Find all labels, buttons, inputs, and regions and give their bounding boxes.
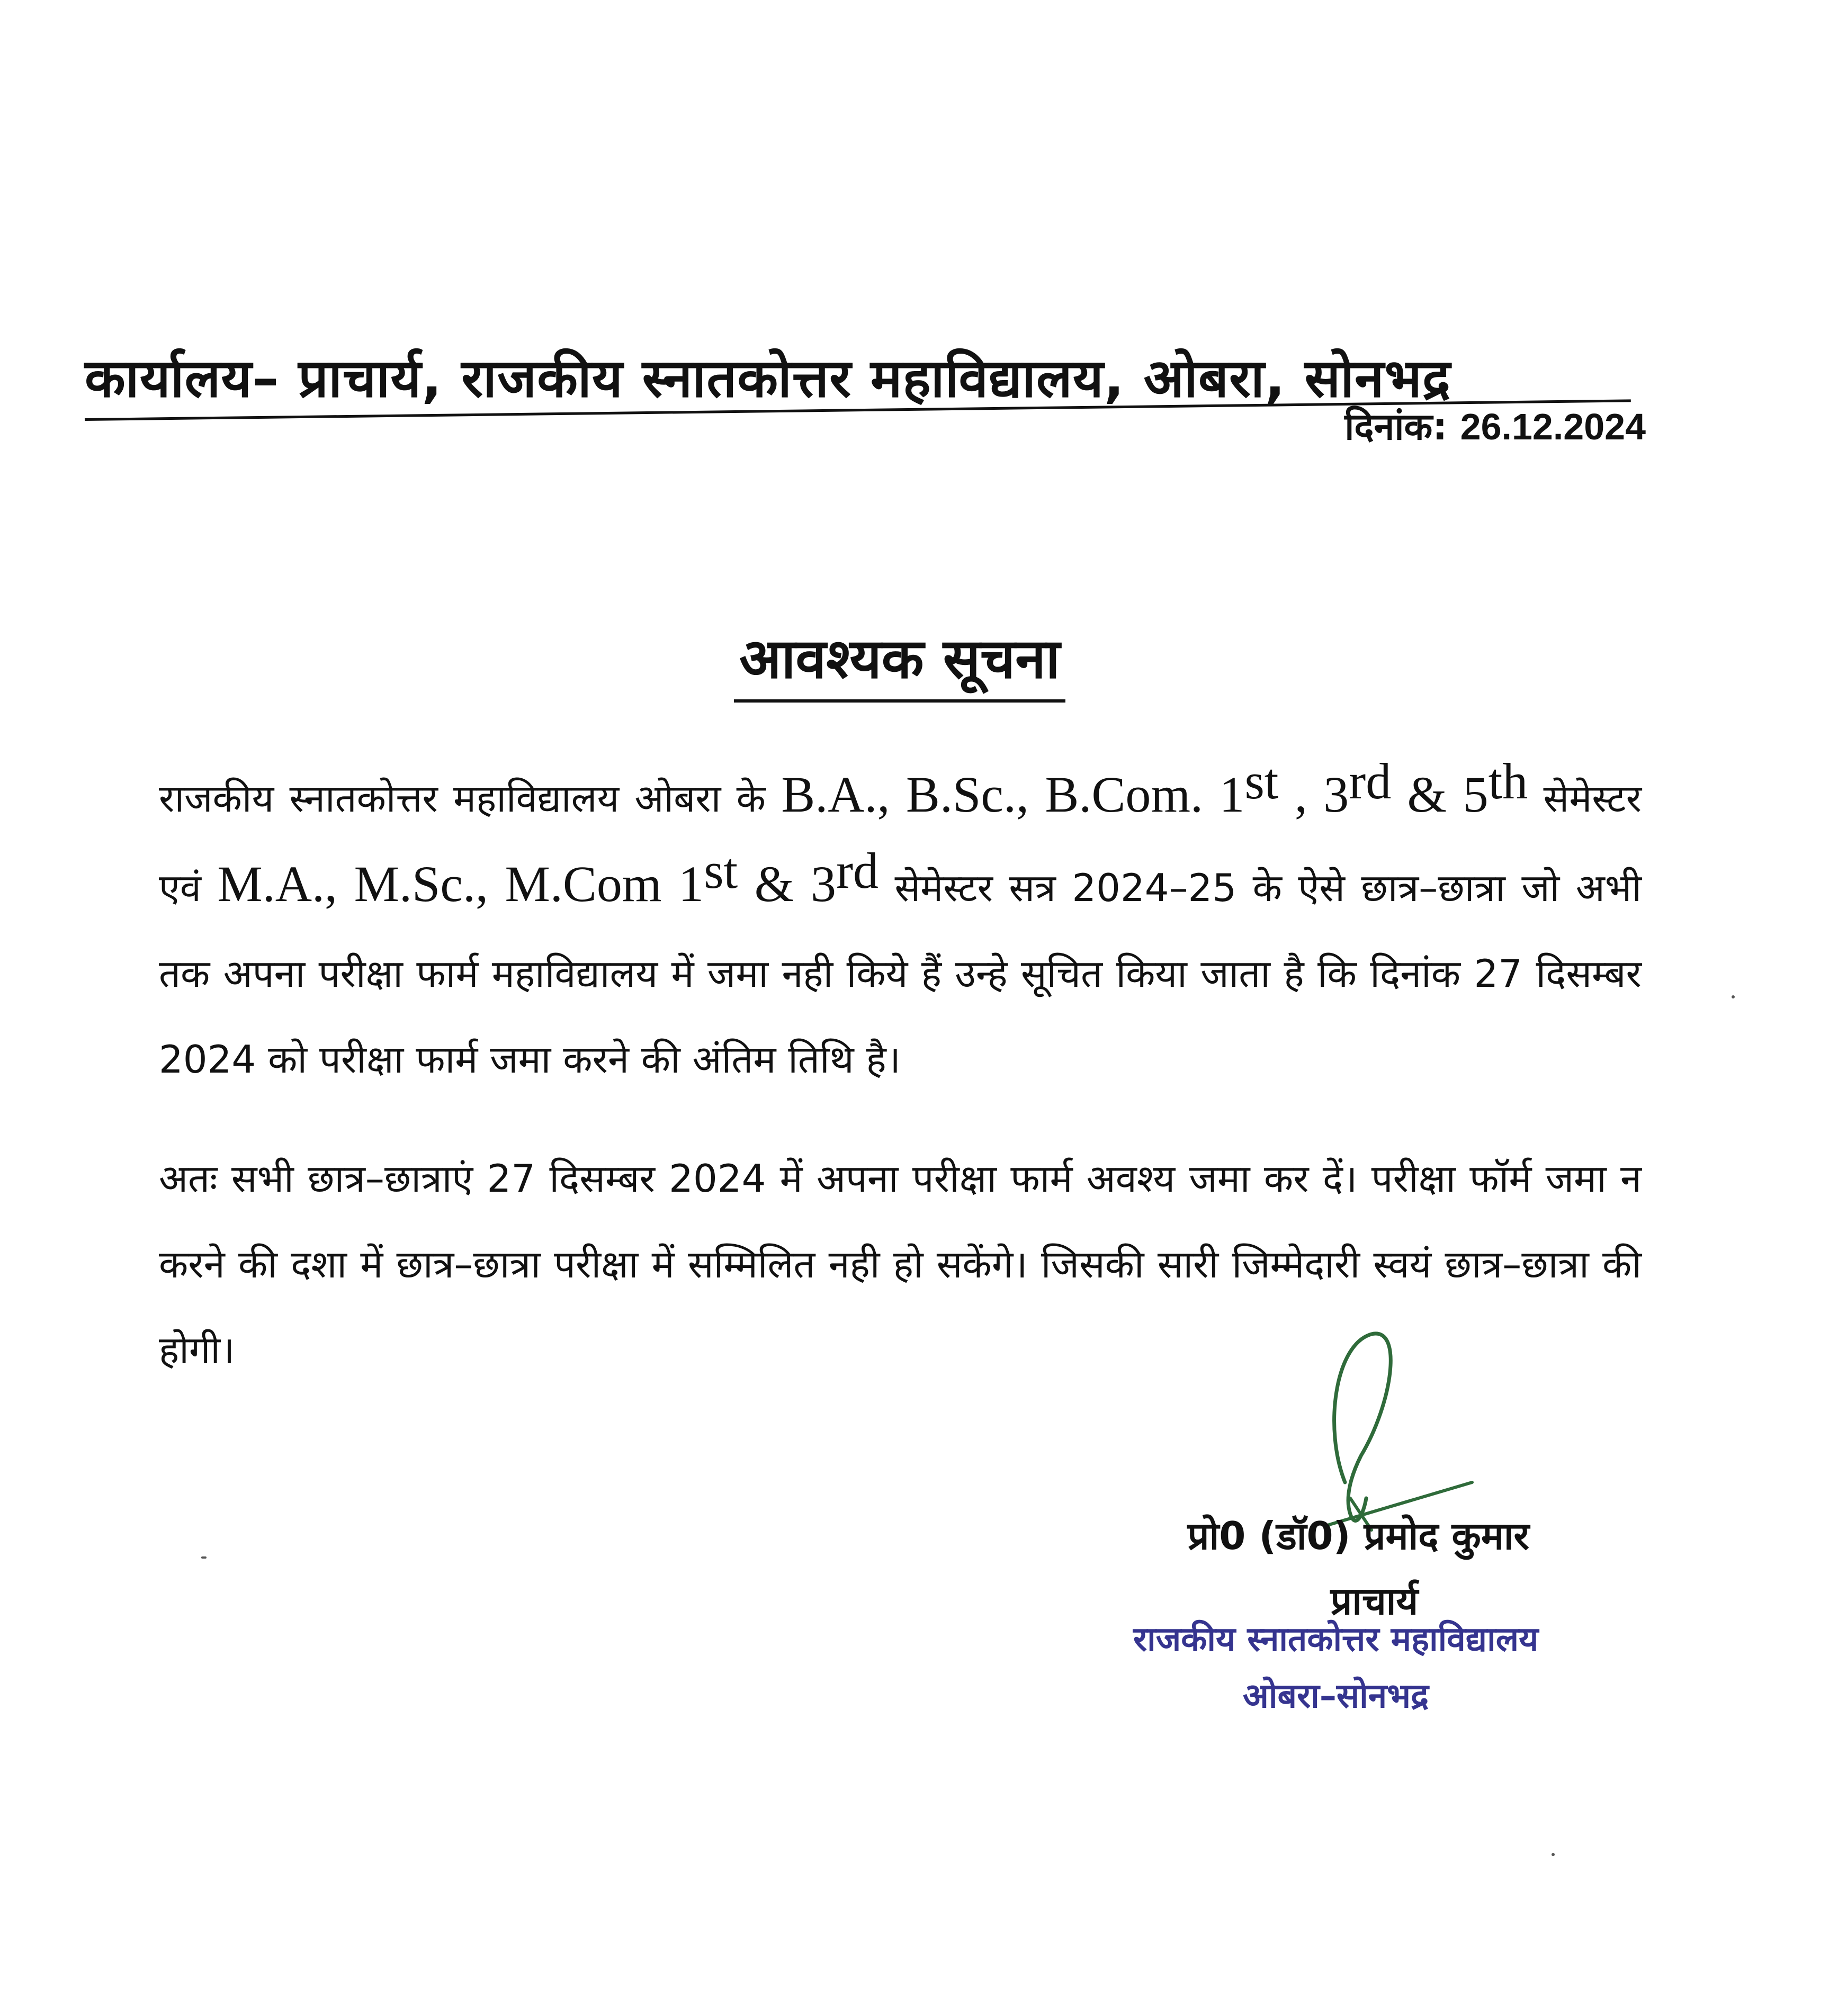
date-line	[1344, 400, 1646, 451]
p1-text-1: राजकीय स्नातकोत्तर महाविद्यालय ओबरा के	[159, 776, 782, 821]
signatory-block	[1188, 1509, 1529, 1626]
office-heading: कार्यालय– प्राचार्य, राजकीय स्नातकोत्तर महाविद्यालय, ओबरा, सोनभद्र	[85, 347, 1451, 409]
stamp-college-name: राजकीय स्नातकोत्तर महाविद्यालय	[1133, 1620, 1539, 1659]
p1-text-7: & 3	[738, 856, 837, 912]
notice-paragraph-2: अतः सभी छात्र–छात्राएं 27 दिसम्बर 2024 में अपना परीक्षा फार्म अवश्य जमा कर दें। परीक्षा फॉर्म जमा न करने की दशा में छात्र–छात्रा परीक्षा में सम्मिलित नही हो सकेंगे। जिसकी सारी जिम्मेदारी स्वयं छात्र–छात्रा की होगी।	[159, 1156, 1642, 1372]
date-label: दिनांक:	[1344, 405, 1448, 448]
p1-text-4: & 5	[1391, 766, 1489, 823]
p1-sup-2: rd	[1349, 753, 1392, 809]
p1-sup-4: st	[704, 842, 738, 899]
scan-speck	[1552, 1853, 1555, 1856]
p1-sup-1: st	[1244, 753, 1279, 809]
p1-text-3: , 3	[1278, 766, 1349, 823]
date-value: 26.12.2024	[1460, 406, 1646, 447]
stamp-location: ओबरा–सोनभद्र	[1243, 1677, 1429, 1716]
p1-courses-ug: B.A., B.Sc., B.Com. 1	[781, 766, 1245, 823]
p1-sup-5: rd	[836, 842, 879, 899]
p1-courses-pg: M.A., M.Sc., M.Com 1	[217, 856, 704, 912]
notice-title-text: आवश्यक सूचना	[734, 619, 1065, 703]
notice-title	[0, 619, 1847, 703]
scan-speck	[1732, 995, 1735, 998]
notice-paragraph-1	[159, 752, 1642, 1102]
p1-text-8: सेमेस्टर सत्र 2024–25 के ऐसे छात्र–छात्रा जो अभी तक अपना परीक्षा फार्म महाविद्यालय में जमा नही किये हैं उन्हे सूचित किया जाता है कि दिनांक 27 दिसम्बर 2024 को परीक्षा फार्म जमा करने की अंतिम तिथि है।	[159, 866, 1642, 1082]
p1-text-5: सेमेस्टर एवं	[159, 776, 1642, 910]
signatory-name: प्रो0 (डॉ0) प्रमोद कुमार	[1187, 1514, 1529, 1558]
p1-sup-3: th	[1488, 753, 1528, 809]
official-stamp	[1133, 1615, 1538, 1717]
scan-speck	[201, 1556, 207, 1559]
signatory-designation: प्राचार्य	[1330, 1579, 1419, 1623]
